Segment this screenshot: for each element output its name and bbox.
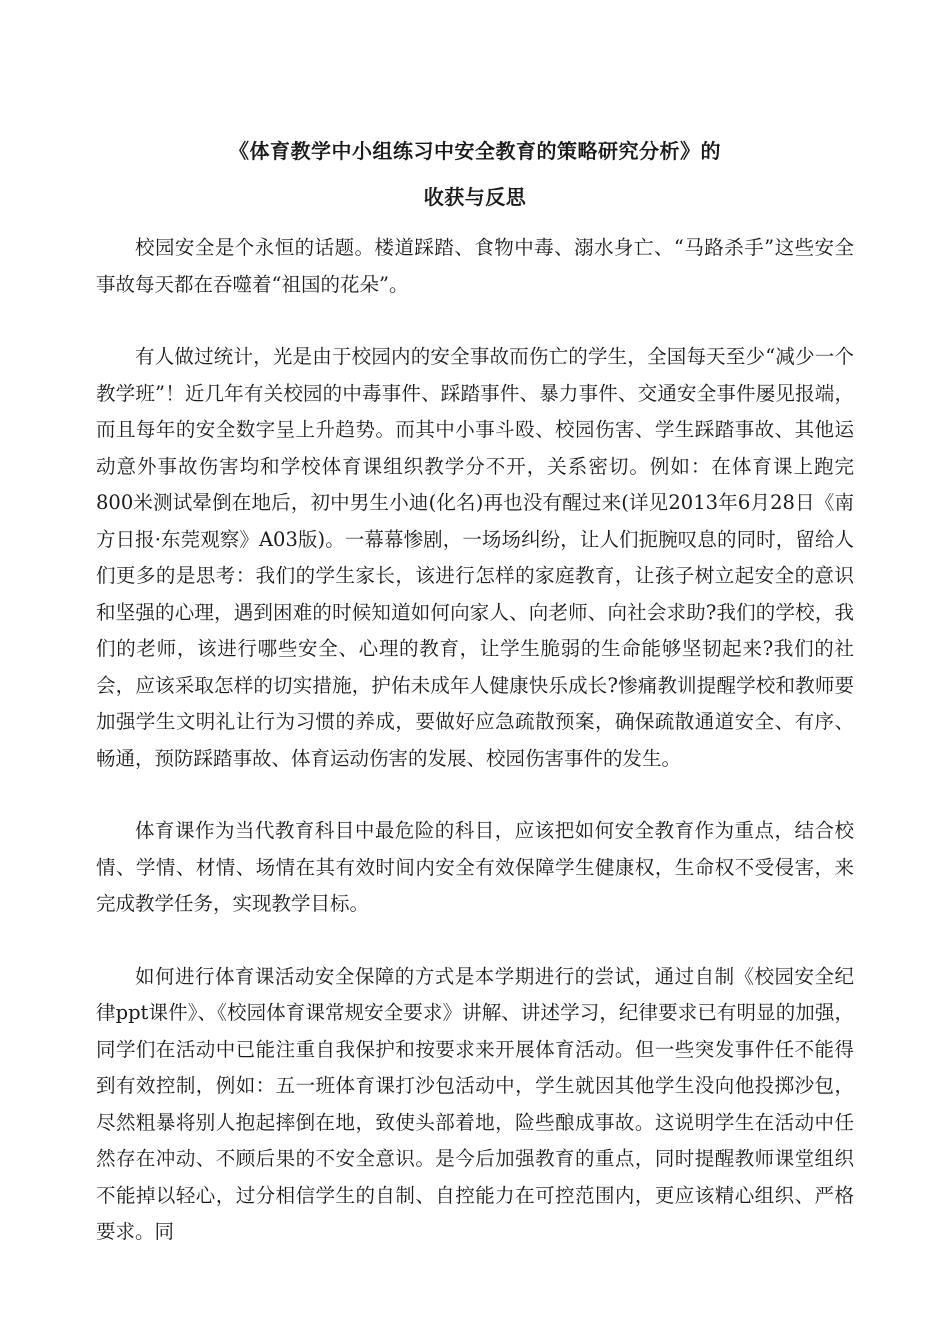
document-title [96, 128, 854, 220]
paragraph-2: 有人做过统计，光是由于校园内的安全事故而伤亡的学生，全国每天至少“减少一个教学班”！近几年有关校园的中毒事件、踩踏事件、暴力事件、交通安全事件屡见报端，而且每年的安全数字呈上升趋势。而其中小事斗殴、校园伤害、学生踩踏事故、其他运动意外事故伤害均和学校体育课组织教学分不开，关系密切。例如：在体育课上跑完800米测试晕倒在地后，初中男生小迪(化名)再也没有醒过来(详见2013年6月28日《南方日报·东莞观察》A03版)。一幕幕惨剧，一场场纠纷，让人们扼腕叹息的同时，留给人们更多的是思考：我们的学生家长，该进行怎样的家庭教育，让孩子树立起安全的意识和坚强的心理，遇到困难的时候知道如何向家人、向老师、向社会求助?我们的学校，我们的老师，该进行哪些安全、心理的教育，让学生脆弱的生命能够坚韧起来?我们的社会，应该采取怎样的切实措施，护佑未成年人健康快乐成长?惨痛教训提醒学校和教师要加强学生文明礼让行为习惯的养成，要做好应急疏散预案，确保疏散通道安全、有序、畅通，预防踩踏事故、体育运动伤害的发展、校园伤害事件的发生。 [96, 345, 854, 770]
paragraph-1: 校园安全是个永恒的话题。楼道踩踏、食物中毒、溺水身亡、“马路杀手”这些安全事故每天都在吞噬着“祖国的花朵”。 [96, 236, 854, 296]
paragraph-4: 如何进行体育课活动安全保障的方式是本学期进行的尝试，通过自制《校园安全纪律ppt课件》、《校园体育课常规安全要求》讲解、讲述学习，纪律要求已有明显的加强，同学们在活动中已能注重自我保护和按要求来开展体育活动。但一些突发事件任不能得到有效控制，例如：五一班体育课打沙包活动中，学生就因其他学生没向他投掷沙包，尽然粗暴将别人抱起摔倒在地，致使头部着地，险些酿成事故。这说明学生在活动中任然存在冲动、不顾后果的不安全意识。是今后加强教育的重点，同时提醒教师课堂组织不能掉以轻心，过分相信学生的自制、自控能力在可控范围内，更应该精心组织、严格要求。同 [96, 964, 854, 1243]
title-line-1: 《体育教学中小组练习中安全教育的策略研究分析》的 [229, 139, 721, 163]
title-line-2: 收获与反思 [423, 185, 527, 209]
paragraph-3: 体育课作为当代教育科目中最危险的科目，应该把如何安全教育作为重点，结合校情、学情、材情、场情在其有效时间内安全有效保障学生健康权，生命权不受侵害，来完成教学任务，实现教学目标。 [96, 819, 854, 915]
